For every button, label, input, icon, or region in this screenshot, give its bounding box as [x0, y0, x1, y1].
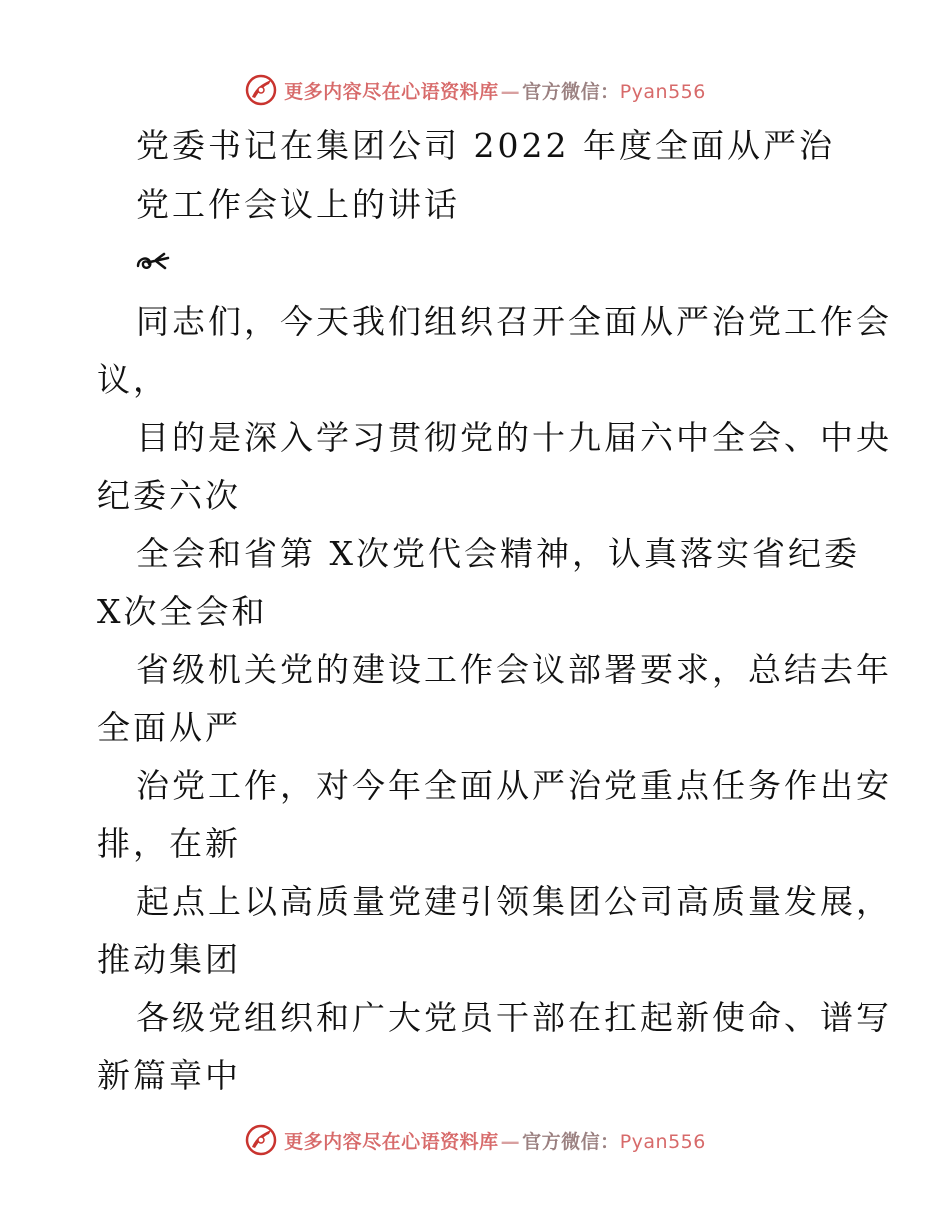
banner-site-name: 更多内容尽在心语资料库 — [284, 1130, 499, 1153]
banner-wechat-id: Pyan556 — [619, 1130, 706, 1153]
body-line: 排，在新 — [97, 824, 241, 863]
body-line: 全会和省第 X次党代会精神，认真落实省纪委 — [136, 534, 860, 573]
body-line: 起点上以高质量党建引领集团公司高质量发展， — [136, 882, 892, 921]
banner-wechat-label: 官方微信： — [522, 1130, 620, 1153]
document-title-line-1: 党委书记在集团公司 2022 年度全面从严治 — [136, 126, 835, 165]
body-line: 治党工作，对今年全面从严治党重点任务作出安 — [136, 766, 892, 805]
pen-logo-icon — [244, 1123, 278, 1157]
banner-site-name: 更多内容尽在心语资料库 — [284, 80, 499, 103]
body-line: 全面从严 — [97, 708, 241, 747]
banner-dash: — — [500, 1130, 521, 1153]
flourish-ornament-icon — [134, 248, 172, 278]
body-line: 同志们，今天我们组织召开全面从严治党工作会 — [136, 302, 892, 341]
body-line: 新篇章中 — [97, 1056, 241, 1095]
footer-banner — [0, 1120, 950, 1160]
body-line: 目的是深入学习贯彻党的十九届六中全会、中央 — [136, 418, 892, 457]
banner-wechat-label: 官方微信： — [522, 80, 620, 103]
body-line: 推动集团 — [97, 940, 241, 979]
document-title-line-2: 党工作会议上的讲话 — [136, 185, 460, 224]
banner-wechat-id: Pyan556 — [619, 80, 706, 103]
body-line: 各级党组织和广大党员干部在扛起新使命、谱写 — [136, 998, 892, 1037]
body-line: 省级机关党的建设工作会议部署要求，总结去年 — [136, 650, 892, 689]
banner-dash: — — [500, 80, 521, 103]
header-banner — [0, 70, 950, 110]
body-line: 议， — [97, 360, 169, 399]
body-line: 纪委六次 — [97, 476, 241, 515]
pen-logo-icon — [244, 73, 278, 107]
body-line: X次全会和 — [97, 592, 268, 631]
banner-text — [284, 77, 706, 104]
banner-text — [284, 1127, 706, 1154]
